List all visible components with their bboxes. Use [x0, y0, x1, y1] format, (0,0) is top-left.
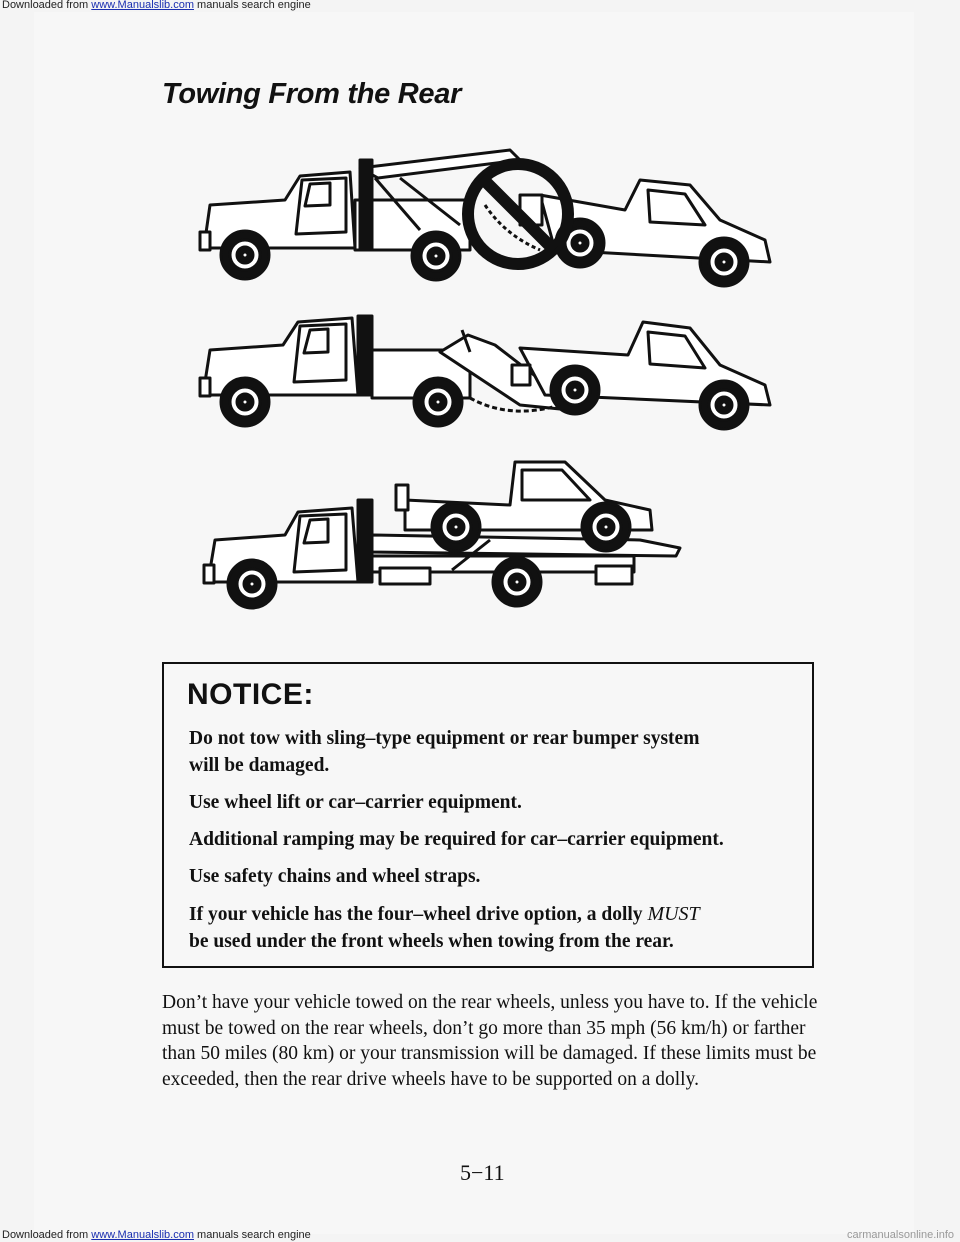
notice-box: [162, 662, 814, 968]
car-carrier-illustration: [204, 462, 680, 608]
source-suffix: manuals search engine: [197, 0, 311, 11]
notice-line-chains: Use safety chains and wheel straps.: [189, 866, 481, 887]
manualslib-link-bottom[interactable]: www.Manualslib.com: [91, 1229, 194, 1241]
notice-heading: NOTICE:: [187, 678, 314, 711]
notice-line-wheel-lift: Use wheel lift or car–carrier equipment.: [189, 792, 522, 813]
notice-line-ramping: Additional ramping may be required for car–carrier equipment.: [189, 829, 724, 850]
page-number: 5−11: [460, 1160, 505, 1185]
section-title: Towing From the Rear: [162, 78, 462, 110]
watermark: carmanualsonline.info: [846, 1229, 954, 1241]
manualslib-link-top[interactable]: www.Manualslib.com: [91, 0, 194, 11]
notice-line-sling-a: Do not tow with sling–type equipment or rear bumper system: [189, 728, 700, 749]
carrier-flatbed: [372, 535, 680, 556]
must-emphasis: MUST: [647, 903, 700, 925]
download-source-bar-bottom: [0, 1229, 960, 1242]
source-prefix: Downloaded from: [2, 1229, 89, 1241]
notice-line-sling-b: will be damaged.: [189, 755, 330, 776]
dolly-text: If your vehicle has the four–wheel drive option, a dolly: [189, 904, 648, 925]
notice-line-dolly-a: [189, 900, 789, 929]
wheel-lift-illustration: [200, 316, 770, 429]
notice-line-dolly-b: be used under the front wheels when towing from the rear.: [189, 931, 674, 952]
body-paragraph: Don’t have your vehicle towed on the rear wheels, unless you have to. If the vehicle must be towed on the rear wheels, don’t go more than 35 mph (56 km/h) or farther than 50 miles (80 km) or your transmission will be damaged. If these limits must be exceeded, then the rear drive wheels have to be supported on a dolly.: [162, 992, 818, 1090]
source-suffix: manuals search engine: [197, 1229, 311, 1241]
sling-tow-illustration: [200, 150, 770, 286]
source-prefix: Downloaded from: [2, 0, 89, 11]
